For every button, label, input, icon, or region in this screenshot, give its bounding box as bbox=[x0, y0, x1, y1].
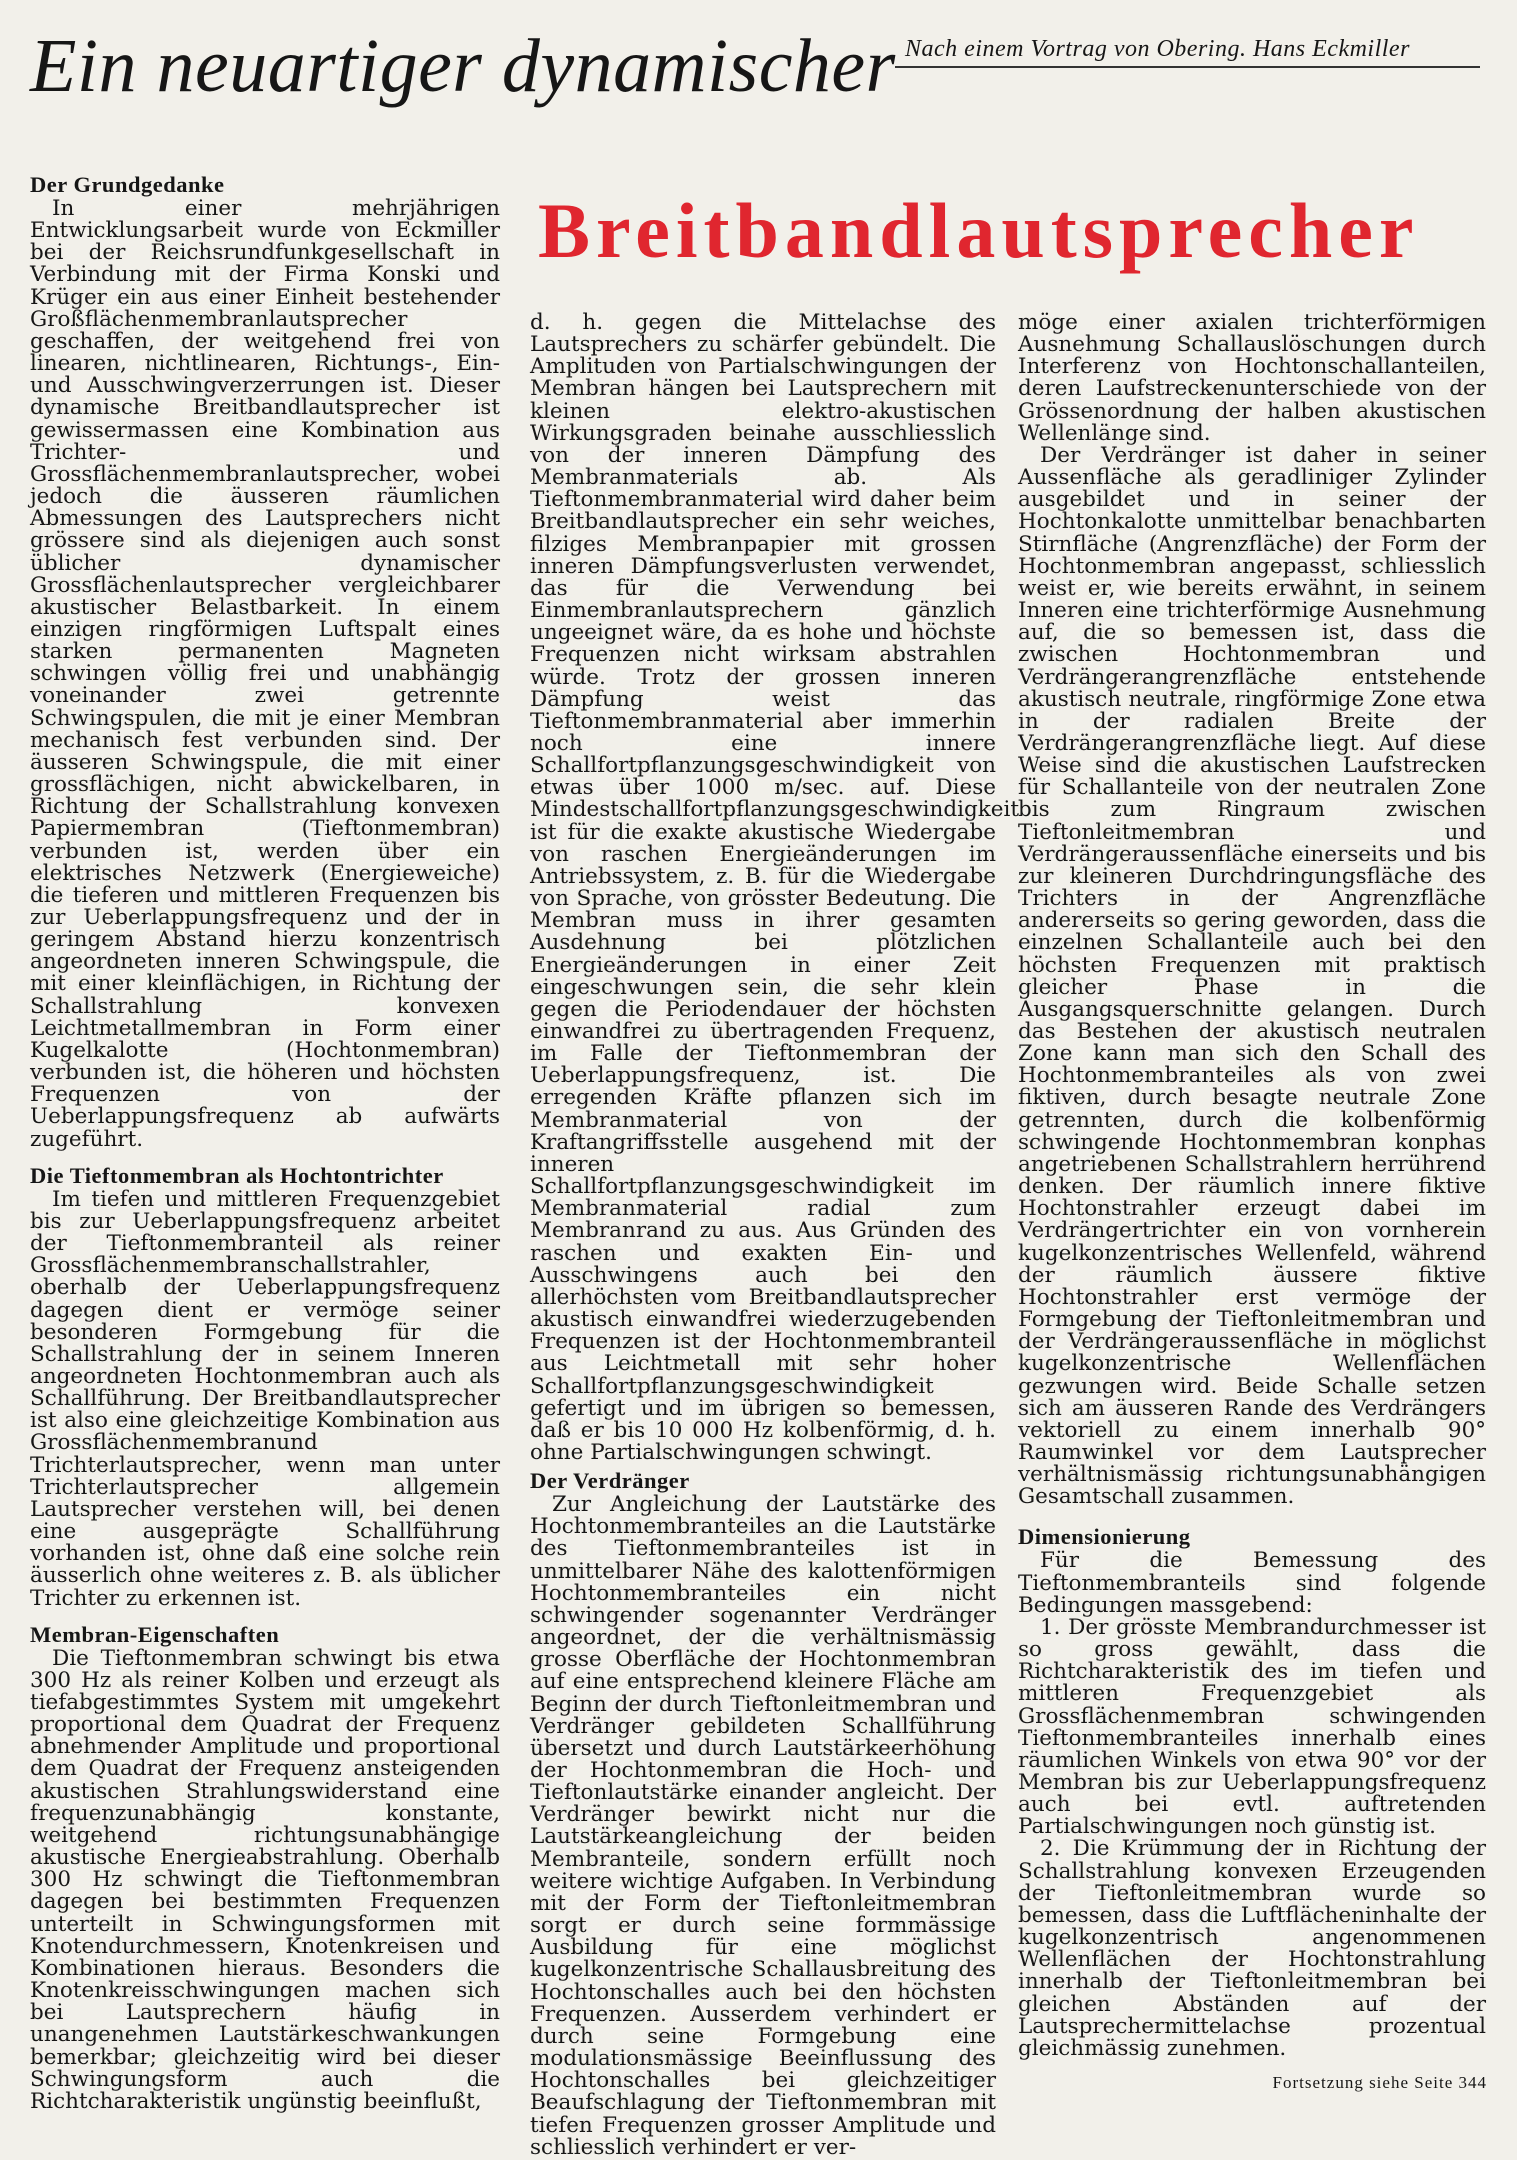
paragraph: In einer mehrjährigen Entwicklungsarbeit wurde von Eckmiller bei der Reichsrundfunkgesellschaft in Verbindung mit der Firma Konski und Krüger ein aus einer Einheit bestehender Großflächenmembranlautsprecher geschaffen, der weitgehend frei von linearen, nichtlinearen, Richtungs-, Ein- und Ausschwingverzerrungen ist. Dieser dynamische Breitbandlautsprecher ist gewissermassen eine Kombination aus Trichter- und Grossflächenmembranlautsprecher, wobei jedoch die äusseren räumlichen Abmessungen des Lautsprechers nicht grössere sind als diejenigen auch sonst üblicher dynamischer Grossflächenlautsprecher vergleichbarer akustischer Belastbarkeit. In einem einzigen ringförmigen Luftspalt eines starken permanenten Magneten schwingen völlig frei und unabhängig voneinander zwei getrennte Schwingspulen, die mit je einer Membran mechanisch fest verbunden sind. Der äusseren Schwingspule, die mit einer grossflächigen, nicht abwickelbaren, in Richtung der Schallstrahlung konvexen Papiermembran (Tieftonmembran) verbunden ist, werden über ein elektrisches Netzwerk (Energieweiche) die tieferen und mittleren Frequenzen bis zur Ueberlappungsfrequenz und der in geringem Abstand hierzu konzentrisch angeordneten inneren Schwingspule, die mit einer kleinflächigen, in Richtung der Schallstrahlung konvexen Leichtmetallmembran in Form einer Kugelkalotte (Hochtonmembran) verbunden ist, die höheren und höchsten Frequenzen von der Ueberlappungsfrequenz ab aufwärts zugeführt. bbox=[30, 196, 500, 1152]
column-3 bbox=[1018, 312, 1486, 2060]
title-line-2: Breitbandlautsprecher bbox=[538, 187, 1420, 274]
title-line-1: Ein neuartiger dynamischer bbox=[30, 24, 896, 108]
paragraph: Für die Bemessung des Tieftonmembranteils sind folgende Bedingungen massgebend: bbox=[1018, 1548, 1486, 1618]
paragraph: Der Verdränger ist daher in seiner Aussenfläche als geradliniger Zylinder ausgebildet und in seiner der Hochtonkalotte unmittelbar benachbarten Stirnfläche (Angrenzfläche) der Form der Hochtonmembran angepasst, schliesslich weist er, wie bereits erwähnt, in seinem Inneren eine trichterförmige Ausnehmung auf, die so bemessen ist, dass die zwischen Hochtonmembran und Verdrängerangrenzfläche entstehende akustisch neutrale, ringförmige Zone etwa in der radialen Breite der Verdrängerangrenzfläche liegt. Auf diese Weise sind die akustischen Laufstrecken für Schallanteile von der neutralen Zone bis zum Ringraum zwischen Tieftonleitmembran und Verdrängeraussenfläche einerseits und bis zur kleineren Durchdringungsfläche des Trichters in der Angrenzfläche andererseits so gering geworden, dass die einzelnen Schallanteile auch bei den höchsten Frequenzen mit praktisch gleicher Phase in die Ausgangsquerschnitte gelangen. Durch das Bestehen der akustisch neutralen Zone kann man sich den Schall des Hochtonmembranteiles als von zwei fiktiven, durch besagte neutrale Zone getrennten, durch die kolbenförmig schwingende Hochtonmembran konphas angetriebenen Schallstrahlern herrührend denken. Der räumlich innere fiktive Hochtonstrahler erzeugt dabei im Verdrängertrichter ein von vornherein kugelkonzentrisches Wellenfeld, während der räumlich äussere fiktive Hochtonstrahler erst vermöge der Formgebung der Tieftonleitmembran und der Verdrängeraussenfläche in möglichst kugelkonzentrische Wellenflächen gezwungen wird. Beide Schalle setzen sich am äusseren Rande des Verdrängers vektoriell zu einem innerhalb 90° Raumwinkel vor dem Lautsprecher verhältnismässig richtungsunabhängigen Gesamtschall zusammen. bbox=[1018, 442, 1486, 1510]
paragraph: Im tiefen und mittleren Frequenzgebiet bis zur Ueberlappungsfrequenz arbeitet der Tieftonmembranteil als reiner Grossflächenmembranschallstrahler, oberhalb der Ueberlappungsfrequenz dagegen dient er vermöge seiner besonderen Formgebung für die Schallstrahlung der in seinem Inneren angeordneten Hochtonmembran auch als Schallführung. Der Breitbandlautsprecher ist also eine gleichzeitige Kombination aus Grossflächenmembranund Trichterlautsprecher, wenn man unter Trichterlautsprecher allgemein Lautsprecher verstehen will, bei denen eine ausgeprägte Schallführung vorhanden ist, ohne daß eine solche rein äusserlich ohne weiteres z. B. als üblicher Trichter zu erkennen ist. bbox=[30, 1186, 500, 1611]
heading-grundgedanke: Der Grundgedanke bbox=[30, 172, 225, 197]
column-1 bbox=[30, 172, 500, 2113]
heading-tieftonmembran: Die Tieftonmembran als Hochtontrichter bbox=[30, 1162, 444, 1188]
list-item: 1. Der grösste Membrandurchmesser ist so gross gewählt, dass die Richtcharakteristik des im tiefen und mittleren Frequenzgebiet als Grossflächenmembran schwingenden Tieftonmembranteiles innerhalb eines räumlichen Winkels von etwa 90° vor der Membran bis zur Ueberlappungsfrequenz auch bei evtl. auftretenden Partialschwingungen noch günstig ist. bbox=[1018, 1614, 1486, 1840]
heading-membran-eigenschaften: Membran-Eigenschaften bbox=[30, 1621, 280, 1647]
heading-verdraenger: Der Verdränger bbox=[530, 1468, 690, 1494]
paragraph: möge einer axialen trichterförmigen Ausnehmung Schallauslöschungen durch Interferenz von Hochtonschallanteilen, deren Laufstreckenunterschiede von der Grössenordnung der halben akustischen Wellenlänge sind. bbox=[1018, 310, 1486, 446]
byline: Nach einem Vortrag von Obering. Hans Eckmiller bbox=[905, 36, 1410, 62]
column-2 bbox=[530, 310, 1019, 2160]
list-item: 2. Die Krümmung der in Richtung der Schallstrahlung konvexen Erzeugenden der Tieftonleitmembran wurde so bemessen, dass die Luftflächeninhalte der kugelkonzentrisch angenommenen Wellenflächen der Hochtonstrahlung innerhalb der Tieftonleitmembran bei gleichen Abständen auf der Lautsprechermittelachse prozentual gleichmässig zunehmen. bbox=[1018, 1836, 1486, 2061]
paragraph: d. h. gegen die Mittelachse des Lautsprechers zu schärfer gebündelt. Die Amplituden von Partialschwingungen der Membran hängen bei Lautsprechern mit kleinen elektro-akustischen Wirkungsgraden beinahe ausschliesslich von der inneren Dämpfung des Membranmaterials ab. Als Tieftonmembranmaterial wird daher beim Breitbandlautsprecher ein sehr weiches, filziges Membranpapier mit grossen inneren Dämpfungsverlusten verwendet, das für die Verwendung bei Einmembranlautsprechern gänzlich ungeeignet wäre, da es hohe und höchste Frequenzen nicht wirksam abstrahlen würde. Trotz der grossen inneren Dämpfung weist das Tieftonmembranmaterial aber immerhin noch eine innere Schallfortpflanzungsgeschwindigkeit von etwas über 1000 m/sec. auf. Diese Mindestschallfortpflanzungsgeschwindigkeit ist für die exakte akustische Wiedergabe von raschen Energieänderungen im Antriebssystem, z. B. für die Wiedergabe von Sprache, von grösster Bedeutung. Die Membran muss in ihrer gesamten Ausdehnung bei plötzlichen Energieänderungen in einer Zeit eingeschwungen sein, die sehr klein gegen die Periodendauer der höchsten einwandfrei zu übertragenden Frequenz, im Falle der Tieftonmembran der Ueberlappungsfrequenz, ist. Die erregenden Kräfte pflanzen sich im Membranmaterial von der Kraftangriffsstelle ausgehend mit der inneren Schallfortpflanzungsgeschwindigkeit im Membranmaterial radial zum Membranrand zu aus. Aus Gründen des raschen und exakten Ein- und Ausschwingens auch bei den allerhöchsten vom Breitbandlautsprecher akustisch einwandfrei wiederzugebenden Frequenzen ist der Hochtonmembranteil aus Leichtmetall mit sehr hoher Schallfortpflanzungsgeschwindigkeit gefertigt und im übrigen so bemessen, daß er bis 10 000 Hz kolbenförmig, d. h. ohne Partialschwingungen schwingt. bbox=[530, 310, 1019, 1465]
byline-rule bbox=[895, 66, 1480, 68]
paragraph: Die Tieftonmembran schwingt bis etwa 300 Hz als reiner Kolben und erzeugt als tiefabgestimmtes System mit umgekehrt proportional dem Quadrat der Frequenz abnehmender Amplitude und proportional dem Quadrat der Frequenz ansteigenden akustischen Strahlungswiderstand eine frequenzunabhängig konstante, weitgehend richtungsunabhängige akustische Energieabstrahlung. Oberhalb 300 Hz schwingt die Tieftonmembran dagegen bei bestimmten Frequenzen unterteilt in Schwingungsformen mit Knotendurchmessern, Knotenkreisen und Kombinationen hieraus. Besonders die Knotenkreisschwingungen machen sich bei Lautsprechern häufig in unangenehmen Lautstärkeschwankungen bemerkbar; gleichzeitig wird bei dieser Schwingungsform auch die Richtcharakteristik ungünstig beeinflußt, bbox=[30, 1645, 500, 2114]
continuation-note: Fortsetzung siehe Seite 344 bbox=[1272, 2073, 1487, 2092]
heading-dimensionierung: Dimensionierung bbox=[1018, 1524, 1191, 1550]
paragraph: Zur Angleichung der Lautstärke des Hochtonmembranteiles an die Lautstärke des Tieftonmembranteiles ist in unmittelbarer Nähe des kalottenförmigen Hochtonmembranteiles ein nicht schwingender sogenannter Verdränger angeordnet, der die verhältnismässig grosse Oberfläche der Hochtonmembran auf eine entsprechend kleinere Fläche am Beginn der durch Tieftonleitmembran und Verdränger gebildeten Schallführung übersetzt und durch Lautstärkeerhöhung der Hochtonmembran die Hoch- und Tieftonlautstärke einander angleicht. Der Verdränger bewirkt nicht nur die Lautstärkeangleichung der beiden Membranteile, sondern erfüllt noch weitere wichtige Aufgaben. In Verbindung mit der Form der Tieftonleitmembran sorgt er durch seine formmässige Ausbildung für eine möglichst kugelkonzentrische Schallausbreitung des Hochtonschalles auch bei den höchsten Frequenzen. Ausserdem verhindert er durch seine Formgebung eine modulationsmässige Beeinflussung des Hochtonschalles bei gleichzeitiger Beaufschlagung der Tieftonmembran mit tiefen Frequenzen grosser Amplitude und schliesslich verhindert er ver- bbox=[530, 1492, 996, 2160]
